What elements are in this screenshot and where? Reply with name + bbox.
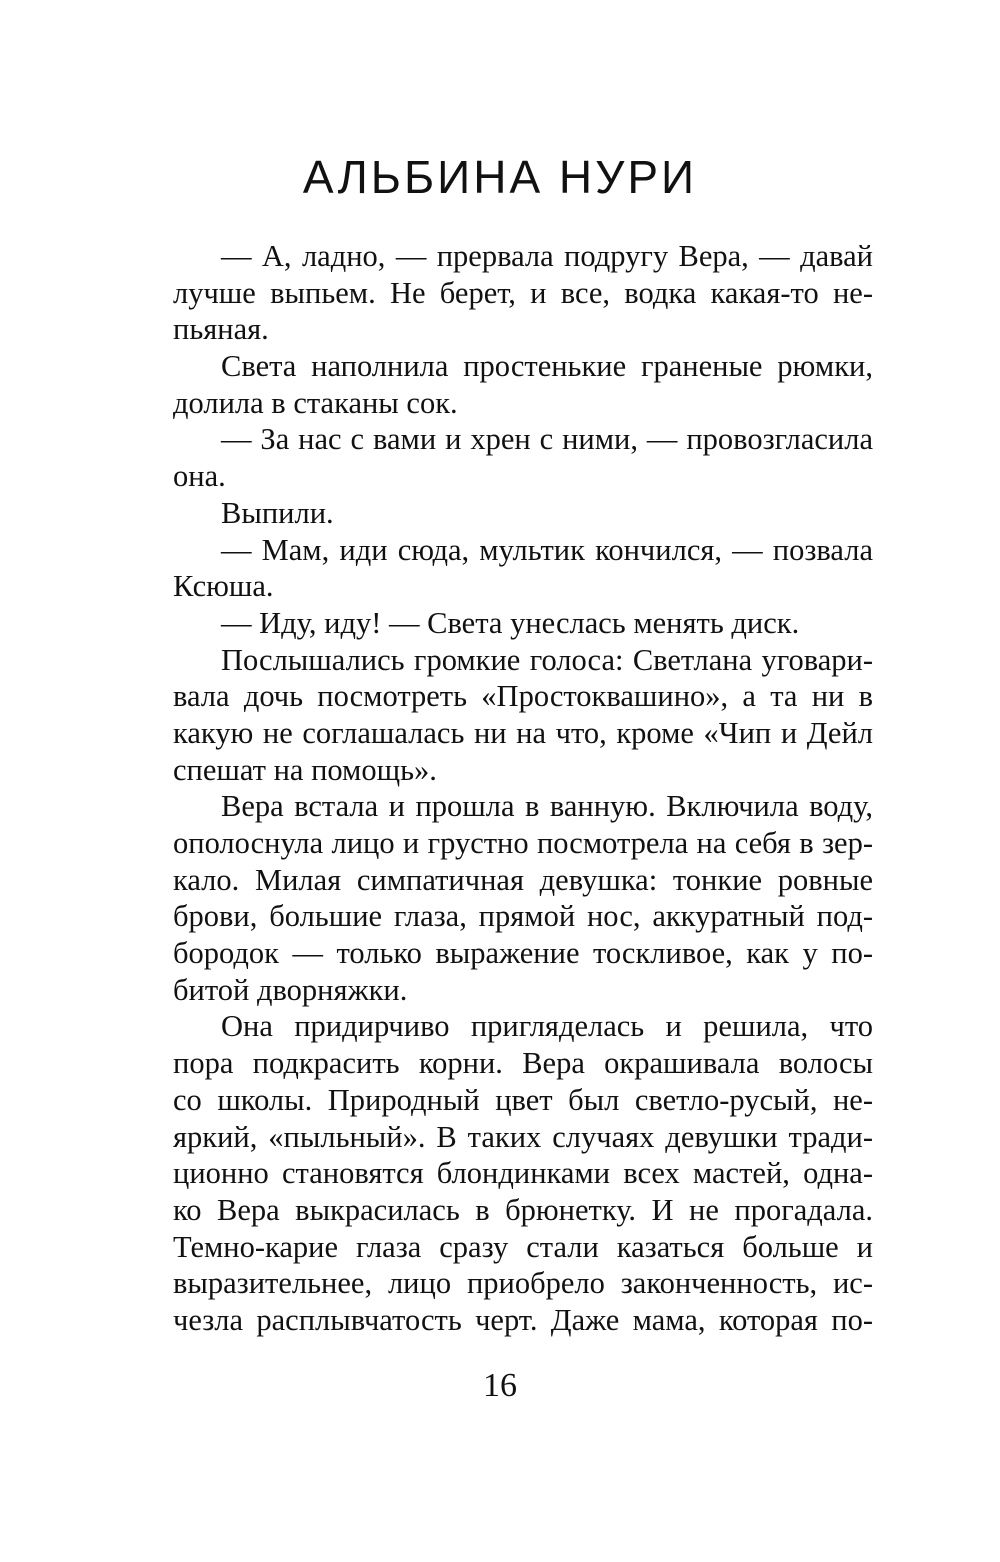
paragraph [173, 348, 873, 421]
text-line: — Иду, иду! — Света унеслась менять диск. [221, 605, 800, 640]
text-line: со школы. Природный цвет был светло-русый, не- [173, 1082, 873, 1117]
text-line: кало. Милая симпатичная девушка: тонкие ровные [173, 862, 873, 897]
text-line: Выпили. [221, 495, 334, 530]
paragraph [173, 532, 873, 605]
text-line: — За нас с вами и хрен с ними, — провозгласила [221, 422, 873, 457]
text-line: она. [173, 459, 226, 494]
text-line: какую не соглашалась ни на что, кроме «Чип и Дейл [173, 715, 873, 750]
text-line: яркий, «пыльный». В таких случаях девушки тради- [173, 1119, 873, 1154]
page-number: 16 [483, 1367, 517, 1404]
text-line: ополоснула лицо и грустно посмотрела на себя в зер- [173, 826, 873, 860]
text-line: пьяная. [173, 312, 269, 347]
paragraph [173, 642, 873, 789]
text-line: лучше выпьем. Не берет, и все, водка какая-то не- [173, 275, 873, 310]
text-line: Она придирчиво пригляделась и решила, что [221, 1009, 873, 1044]
text-line: Ксюша. [173, 569, 274, 604]
text-line: Вера встала и прошла в ванную. Включила воду, [221, 789, 873, 824]
text-line: выразительнее, лицо приобрело законченность, ис- [173, 1266, 873, 1301]
paragraph [173, 421, 873, 494]
text-line: вала дочь посмотреть «Простоквашино», а та ни в [173, 679, 873, 714]
text-line: спешат на помощь». [173, 752, 437, 787]
paragraph [173, 605, 873, 642]
text-line: чезла расплывчатость черт. Даже мама, которая по- [173, 1302, 873, 1337]
text-line: бородок — только выражение тоскливое, как у по- [173, 936, 873, 971]
text-line: — Мам, иди сюда, мультик кончился, — позвала [221, 532, 873, 567]
text-line: ко Вера выкрасилась в брюнетку. И не прогадала. [173, 1192, 873, 1227]
text-line: — А, ладно, — прервала подругу Вера, — давай [221, 239, 873, 273]
paragraph [173, 495, 873, 532]
text-line: Света наполнила простенькие граненые рюмки, [221, 349, 873, 384]
paragraph [173, 1008, 873, 1338]
text-line: Темно-карие глаза сразу стали казаться больше и [173, 1229, 873, 1264]
paragraph [173, 238, 873, 348]
text-line: ционно становятся блондинками всех мастей, одна- [173, 1156, 873, 1191]
text-line: брови, большие глаза, прямой нос, аккуратный под- [173, 899, 873, 934]
body-text [173, 238, 873, 1339]
running-head: АЛЬБИНА НУРИ [302, 151, 698, 203]
text-line: долила в стаканы сок. [173, 385, 458, 420]
text-line: пора подкрасить корни. Вера окрашивала волосы [173, 1046, 873, 1081]
text-line: битой дворняжки. [173, 972, 408, 1007]
text-line: Послышались громкие голоса: Светлана уговари- [221, 642, 873, 677]
paragraph [173, 788, 873, 1008]
